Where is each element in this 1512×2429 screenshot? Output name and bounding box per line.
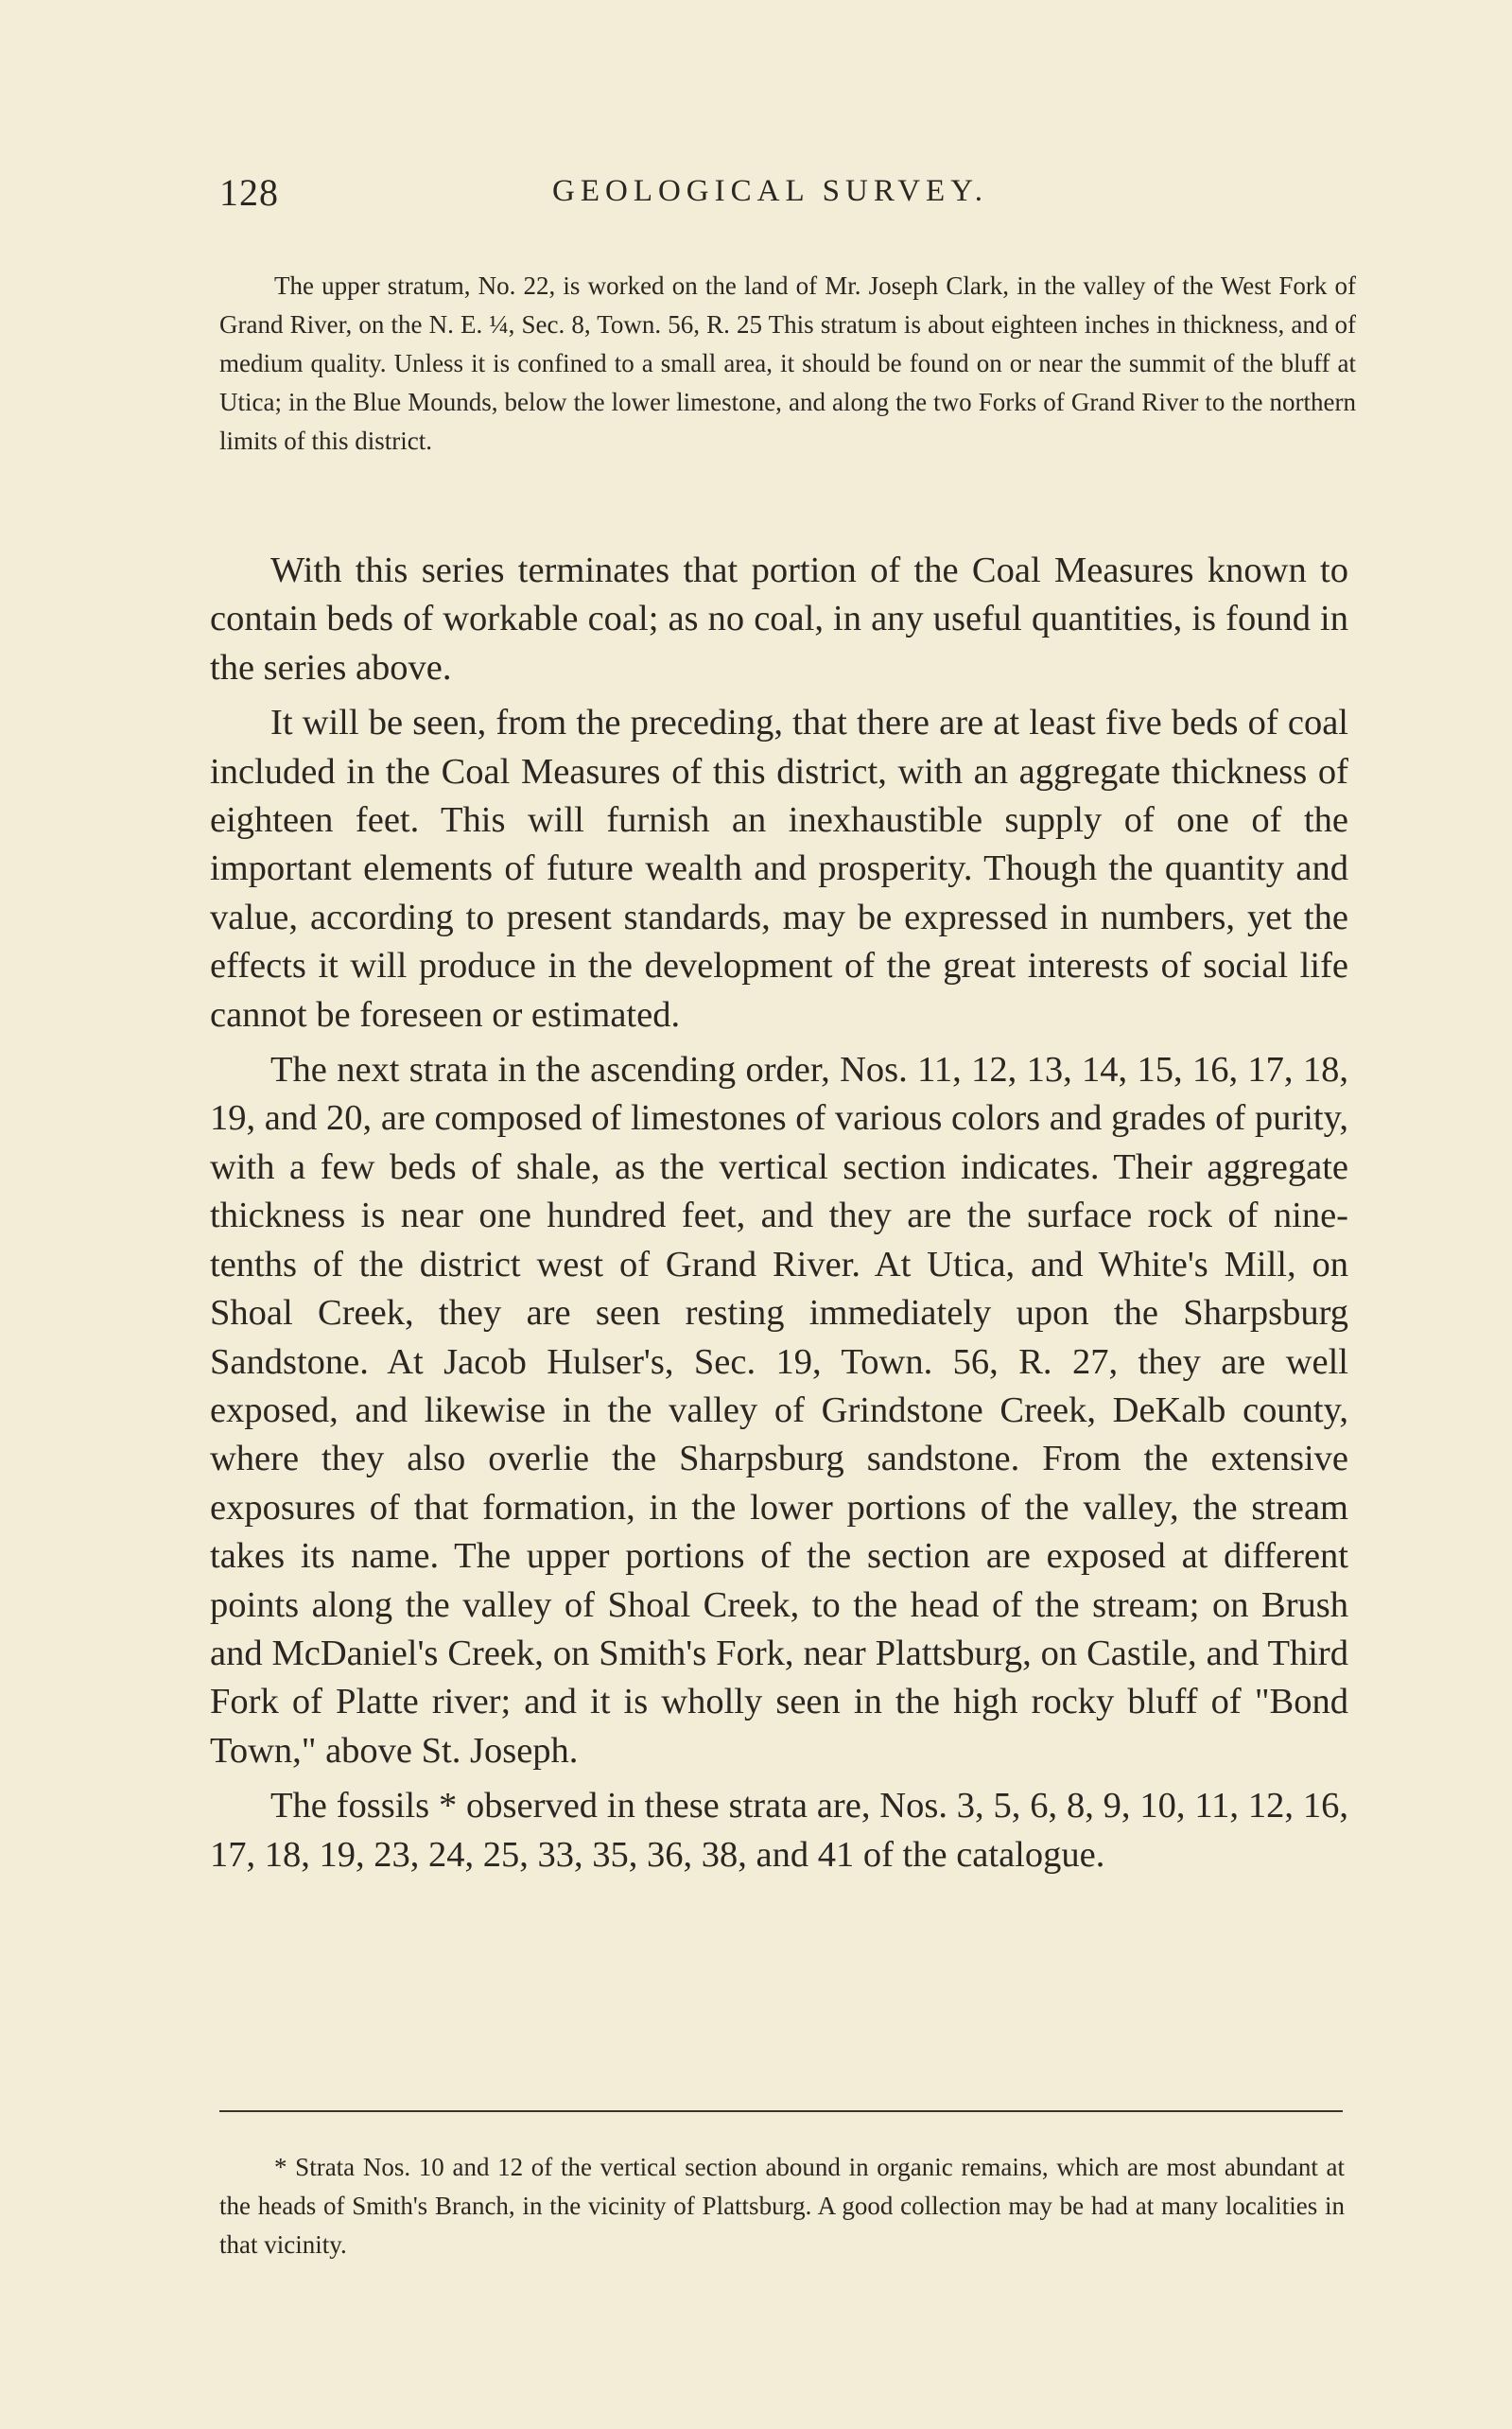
body-paragraph-2: It will be seen, from the preceding, that there are at least five beds of coal included in the Coal Measures of this district, with an aggregate thickness of eighteen feet. This will furnish an inexhaustible supply of one of the important elements of future wealth and prosperity. Though the quantity and value, according to present standards, may be expressed in numbers, yet the effects it will produce in the development of the great interests of social life cannot be foreseen or estimated. xyxy=(210,703,1348,1035)
page-number: 128 xyxy=(219,171,279,214)
page-header xyxy=(219,170,1354,218)
footnote-section xyxy=(219,2148,1345,2264)
body-paragraph-4: The fossils * observed in these strata are, Nos. 3, 5, 6, 8, 9, 10, 11, 12, 16, 17, 18, 19, 23, 24, 25, 33, 35, 36, 38, and 41 of the catalogue. xyxy=(210,1786,1348,1875)
running-title: GEOLOGICAL SURVEY. xyxy=(552,174,989,208)
body-paragraph-3: The next strata in the ascending order, Nos. 11, 12, 13, 14, 15, 16, 17, 18, 19, and 20, are composed of limestones of various colors and grades of purity, with a few beds of shale, as the vertical section indicates. Their aggregate thickness is near one hundred feet, and they are the surface rock of nine-tenths of the district west of Grand River. At Utica, and White's Mill, on Shoal Creek, they are seen resting immediately upon the Sharpsburg Sandstone. At Jacob Hulser's, Sec. 19, Town. 56, R. 27, they are well exposed, and likewise in the valley of Grindstone Creek, DeKalb county, where they also overlie the Sharpsburg sandstone. From the extensive exposures of that formation, in the lower portions of the valley, the stream takes its name. The upper portions of the section are exposed at different points along the valley of Shoal Creek, to the head of the stream; on Brush and McDaniel's Creek, on Smith's Fork, near Plattsburg, on Castile, and Third Fork of Platte river; and it is wholly seen in the high rocky bluff of "Bond Town," above St. Joseph. xyxy=(210,1050,1348,1771)
intro-section xyxy=(219,267,1356,461)
footnote-text: * Strata Nos. 10 and 12 of the vertical section abound in organic remains, which are most abundant at the heads of Smith's Branch, in the vicinity of Plattsburg. A good collection may be had at many localities in that vicinity. xyxy=(219,2153,1345,2259)
body-paragraph-1: With this series terminates that portion of the Coal Measures known to contain beds of workable coal; as no coal, in any useful quantities, is found in the series above. xyxy=(210,550,1348,688)
main-text xyxy=(210,547,1348,1886)
intro-paragraph: The upper stratum, No. 22, is worked on the land of Mr. Joseph Clark, in the valley of the West Fork of Grand River, on the N. E. ¼, Sec. 8, Town. 56, R. 25 This stratum is about eighteen inches in thickness, and of medium quality. Unless it is confined to a small area, it should be found on or near the summit of the bluff at Utica; in the Blue Mounds, below the lower limestone, and along the two Forks of Grand River to the northern limits of this district. xyxy=(219,271,1356,455)
footnote-divider xyxy=(219,2110,1343,2112)
